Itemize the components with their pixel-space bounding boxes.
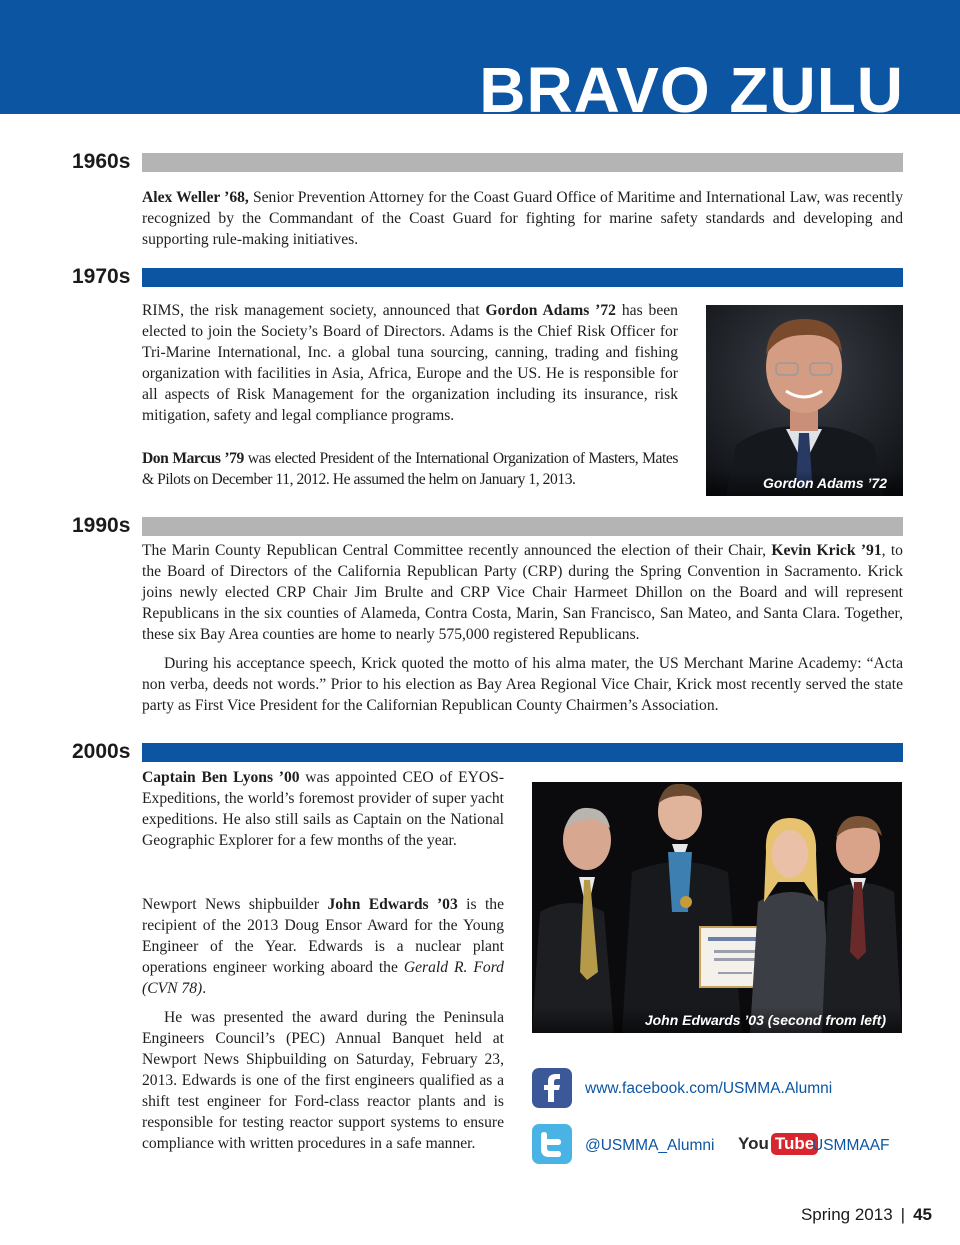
paragraph-text: is the recipient of the 2013 Doug Ensor Award for the Young Engineer of the Year. Edwards is a nuclear plant operations engineer working aboard the xyxy=(142,896,504,976)
paragraph-john-edwards xyxy=(142,894,504,999)
paragraph-gordon-adams xyxy=(142,300,678,426)
twitter-glyph xyxy=(532,1124,572,1164)
paragraph-text: Senior Prevention Attorney for the Coast Guard Office of Maritime and International Law, was recently recognized by the Commandant of the Coast Guard for fighting for marine safety standards and developing and supporting rule-making initiatives. xyxy=(142,189,903,248)
photo-gordon-adams xyxy=(706,305,903,496)
paragraph-don-marcus xyxy=(142,448,678,490)
twitter-handle[interactable]: @USMMA_Alumni xyxy=(585,1137,715,1154)
youtube-channel[interactable]: USMMAAF xyxy=(812,1137,890,1154)
person-name: Don Marcus ’79 xyxy=(142,450,244,467)
paragraph-text: RIMS, the risk management society, announced that xyxy=(142,302,486,319)
footer-separator: | xyxy=(900,1205,906,1224)
paragraph-text: was elected President of the International Organization of Masters, Mates & Pilots on December 11, 2012. He assumed the helm on January 1, 2013. xyxy=(142,450,678,488)
portrait-illustration xyxy=(706,305,903,496)
photo-caption: John Edwards ’03 (second from left) xyxy=(532,1007,902,1033)
decade-divider-1970s xyxy=(142,268,903,287)
facebook-glyph xyxy=(532,1068,572,1108)
issue-label: Spring 2013 xyxy=(800,1205,893,1224)
decade-divider-1990s xyxy=(142,517,903,536)
youtube-icon[interactable] xyxy=(738,1133,818,1157)
paragraph-text: has been elected to join the Society’s Board of Directors. Adams is the Chief Risk Officer for Tri-Marine International, Inc. a global tuna sourcing, canning, trading and fishing organization with facilities in Asia, Africa, Europe and the US. He is responsible for all aspects of Risk Management for the organization including its insurance, risk mitigation, safety and legal compliance programs. xyxy=(142,302,678,424)
page-title: BRAVO ZULU xyxy=(479,54,904,114)
paragraph-text: , to the Board of Directors of the California Republican Party (CRP) during the Spring Convention in Sacramento. Krick joins newly elected CRP Chair Jim Brulte and CRP Vice Chair Harmeet Dhillon on the Board and will represent Republicans in the six counties of Alameda, Contra Costa, Marin, San Francisco, San Mateo, and Santa Clara. Together, these six Bay Area counties are home to nearly 575,000 registered Republicans. xyxy=(142,542,903,643)
person-name: John Edwards ’03 xyxy=(327,896,458,913)
facebook-icon[interactable] xyxy=(532,1068,572,1108)
facebook-link[interactable]: www.facebook.com/USMMA.Alumni xyxy=(585,1080,833,1097)
youtube-logo-tube: Tube xyxy=(771,1133,818,1155)
decade-divider-2000s xyxy=(142,743,903,762)
paragraph-ben-lyons xyxy=(142,767,504,851)
page-number: 45 xyxy=(913,1205,932,1224)
decade-divider-1960s xyxy=(142,153,903,172)
decade-label-2000s: 2000s xyxy=(72,740,131,763)
paragraph-krick-speech: During his acceptance speech, Krick quoted the motto of his alma mater, the US Merchant Marine Academy: “Acta non verba, deeds not words.” Prior to his election as Bay Area Regional Vice Chair, Krick most recently served the state party as First Vice President for the Californian Republican County Chairmen’s Association. xyxy=(142,655,903,714)
person-name: Gordon Adams ’72 xyxy=(485,302,616,319)
decade-label-1970s: 1970s xyxy=(72,265,131,288)
paragraph-kevin-krick xyxy=(142,540,903,645)
paragraph-text: Newport News shipbuilder xyxy=(142,896,328,913)
decade-label-1960s: 1960s xyxy=(72,150,131,173)
paragraph-alex-weller xyxy=(142,187,903,250)
person-name: Kevin Krick ’91 xyxy=(771,542,882,559)
youtube-logo-you: You xyxy=(738,1134,769,1153)
ship-name: Gerald R. Ford (CVN 78) xyxy=(142,959,504,997)
twitter-icon[interactable] xyxy=(532,1124,572,1164)
decade-label-1990s: 1990s xyxy=(72,514,131,537)
paragraph-pec-banquet: He was presented the award during the Peninsula Engineers Council’s (PEC) Annual Banquet held at Newport News Shipbuilding on Saturday, February 23, 2013. Edwards is one of the first engineers qualified as a shift test engineer for Ford-class reactor plants and is responsible for testing reactor support systems to ensure compliance with written procedures in a safe manner. xyxy=(142,1009,504,1152)
photo-john-edwards-award xyxy=(532,782,902,1033)
paragraph-text: was appointed CEO of EYOS-Expeditions, the world’s foremost provider of super yacht expeditions. He also still sails as Captain on the National Geographic Explorer for a few months of the year. xyxy=(142,769,505,849)
person-name: Captain Ben Lyons ’00 xyxy=(142,769,300,786)
page-footer xyxy=(801,1205,932,1225)
paragraph-text: . xyxy=(202,980,207,997)
header-banner xyxy=(0,0,960,114)
person-name: Alex Weller ’68, xyxy=(142,189,249,206)
photo-caption: Gordon Adams ’72 xyxy=(706,470,903,496)
paragraph-text: The Marin County Republican Central Committee recently announced the election of their Chair, xyxy=(142,542,772,559)
group-photo-illustration xyxy=(532,782,902,1033)
